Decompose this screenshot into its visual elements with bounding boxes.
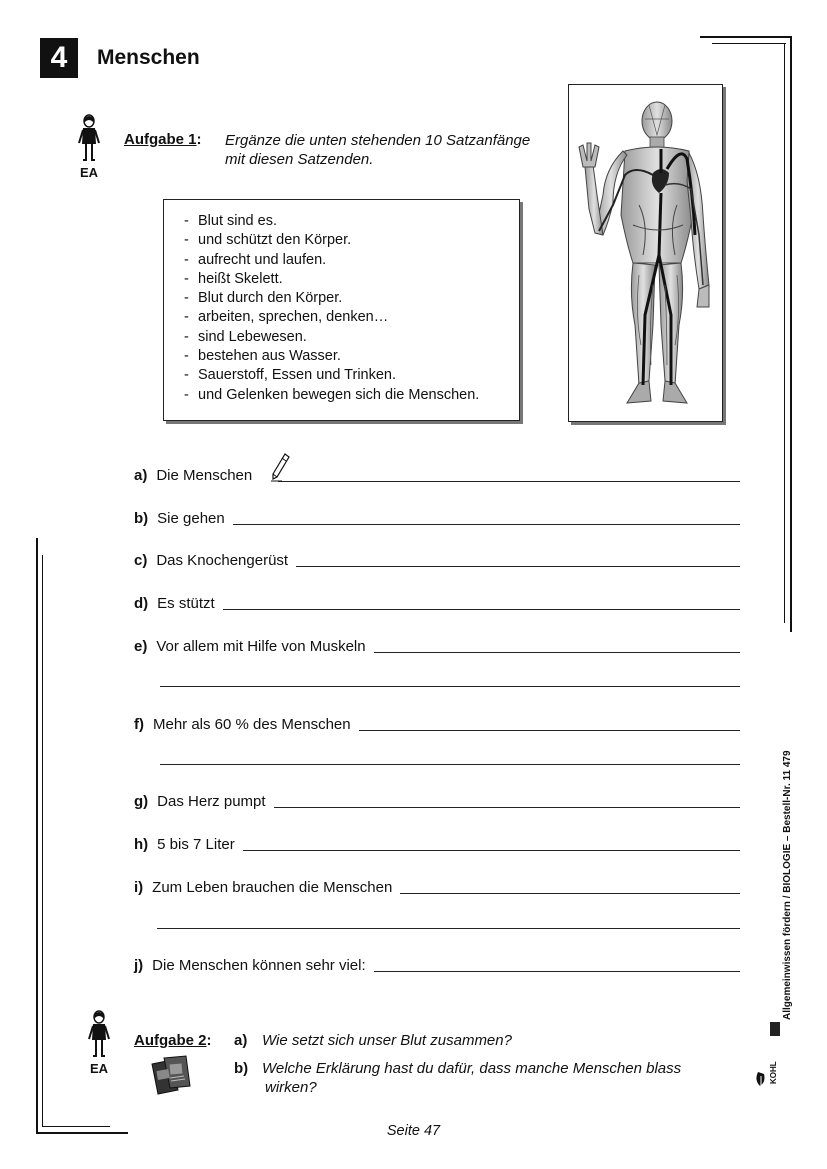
- question-row: [134, 788, 740, 810]
- sentence-ending-item: [184, 308, 519, 327]
- question-row: [134, 711, 740, 733]
- list-dash: -: [184, 232, 189, 249]
- question-letter: f): [134, 716, 144, 733]
- question-sentence-start: Die Menschen können sehr viel:: [152, 957, 366, 974]
- sentence-ending-text: sind Lebewesen.: [198, 328, 307, 345]
- question-letter: b): [134, 510, 149, 527]
- sentence-ending-item: [184, 328, 519, 347]
- sentence-ending-text: arbeiten, sprechen, denken…: [198, 309, 389, 326]
- task2-colon: :: [206, 1032, 212, 1049]
- task2-a-letter: a): [234, 1032, 248, 1049]
- sentence-ending-item: [184, 366, 519, 385]
- question-letter: d): [134, 595, 149, 612]
- question-sentence-start: Das Herz pumpt: [157, 793, 266, 810]
- answer-line[interactable]: [374, 970, 740, 972]
- frame-left-vertical-inner: [42, 555, 43, 1127]
- sentence-ending-text: und schützt den Körper.: [198, 232, 352, 249]
- books-icon: [148, 1054, 194, 1096]
- list-dash: -: [184, 309, 189, 326]
- question-sentence-start: Zum Leben brauchen die Menschen: [152, 879, 393, 896]
- sentence-ending-text: aufrecht und laufen.: [198, 251, 327, 268]
- question-letter: j): [134, 957, 144, 974]
- frame-left-vertical: [36, 538, 38, 1134]
- question-sentence-start: Das Knochengerüst: [156, 552, 289, 569]
- sentence-ending-text: und Gelenken bewegen sich die Menschen.: [198, 386, 480, 403]
- task1-instruction: [225, 131, 530, 169]
- publisher-name: KOHL: [769, 1061, 778, 1084]
- sentence-ending-text: bestehen aus Wasser.: [198, 348, 341, 365]
- pencil-icon: [270, 452, 290, 482]
- list-dash: -: [184, 386, 189, 403]
- task2-b-text-line1: Welche Erklärung hast du dafür, dass manche Menschen blass: [262, 1060, 682, 1077]
- sentence-endings-box: [163, 199, 520, 421]
- sentence-ending-text: Blut durch den Körper.: [198, 290, 343, 307]
- answer-line[interactable]: [233, 523, 740, 525]
- question-sentence-start: Vor allem mit Hilfe von Muskeln: [156, 638, 366, 655]
- question-letter: i): [134, 879, 144, 896]
- sentence-ending-item: [184, 231, 519, 250]
- task2-a-text: Wie setzt sich unser Blut zusammen?: [262, 1032, 512, 1049]
- question-row: [134, 462, 740, 484]
- list-dash: -: [184, 290, 189, 307]
- answer-line[interactable]: [374, 651, 740, 653]
- question-letter: g): [134, 793, 149, 810]
- task1-heading: [124, 131, 202, 149]
- list-dash: -: [184, 251, 189, 268]
- answer-line[interactable]: [296, 565, 740, 567]
- list-dash: -: [184, 328, 189, 345]
- question-letter: e): [134, 638, 148, 655]
- question-row: [134, 952, 740, 974]
- task2-label: Aufgabe 2: [134, 1032, 207, 1049]
- sentence-ending-text: heißt Skelett.: [198, 270, 283, 287]
- person-icon: [76, 114, 102, 166]
- question-sentence-start: Die Menschen: [156, 467, 253, 484]
- sentence-ending-text: Blut sind es.: [198, 213, 277, 229]
- list-dash: -: [184, 270, 189, 287]
- sentence-endings-list: [164, 200, 519, 405]
- question-sentence-start: Sie gehen: [157, 510, 225, 527]
- sentence-ending-item: [184, 212, 519, 231]
- answer-line[interactable]: [274, 806, 740, 808]
- list-dash: -: [184, 213, 189, 229]
- sentence-ending-item: [184, 270, 519, 289]
- answer-line[interactable]: [243, 849, 740, 851]
- chapter-number-box: [40, 38, 78, 78]
- page-title: Menschen: [97, 46, 200, 69]
- answer-line-f-2[interactable]: [160, 764, 740, 765]
- ea-label-task2: EA: [89, 1061, 109, 1076]
- sentence-ending-item: [184, 386, 519, 405]
- list-dash: -: [184, 367, 189, 384]
- answer-line-i-2[interactable]: [157, 928, 740, 929]
- human-circulatory-system-image: [568, 84, 723, 422]
- question-letter: h): [134, 836, 149, 853]
- task2-b-letter: b): [234, 1060, 249, 1077]
- ea-label-task1: EA: [79, 165, 99, 180]
- question-sentence-start: 5 bis 7 Liter: [157, 836, 235, 853]
- list-dash: -: [184, 348, 189, 365]
- task1-instruction-line1: Ergänze die unten stehenden 10 Satzanfänge: [225, 132, 531, 149]
- chapter-number: 4: [50, 41, 68, 74]
- task1-instruction-line2: mit diesen Satzenden.: [225, 151, 374, 168]
- question-row: [134, 874, 740, 896]
- question-sentence-start: Es stützt: [157, 595, 215, 612]
- task1-label: Aufgabe 1: [124, 131, 197, 148]
- question-letter: c): [134, 552, 148, 569]
- question-row: [134, 547, 740, 569]
- task2-b-text-line2: wirken?: [265, 1079, 317, 1096]
- frame-top-right-horizontal: [700, 36, 792, 38]
- task1-colon: :: [196, 131, 202, 148]
- question-letter: a): [134, 467, 148, 484]
- question-row: [134, 590, 740, 612]
- task2-heading: [134, 1032, 212, 1050]
- answer-line[interactable]: [359, 729, 740, 731]
- page-number: Seite 47: [386, 1123, 441, 1139]
- frame-right-vertical-inner: [784, 43, 785, 623]
- answer-line[interactable]: [278, 480, 740, 482]
- frame-right-vertical: [790, 36, 792, 632]
- question-row: [134, 831, 740, 853]
- sentence-ending-item: [184, 251, 519, 270]
- sentence-ending-text: Sauerstoff, Essen und Trinken.: [198, 367, 397, 384]
- task2-question-b: [234, 1059, 681, 1097]
- publisher-logo: [752, 1020, 782, 1090]
- answer-line[interactable]: [400, 892, 740, 894]
- task2-question-a: [234, 1032, 512, 1049]
- person-icon: [86, 1010, 112, 1062]
- question-row: [134, 633, 740, 655]
- question-sentence-start: Mehr als 60 % des Menschen: [153, 716, 351, 733]
- sidebar-publication-text: Allgemeinwissen fördern / BIOLOGIE – Bestell-Nr. 11 479: [782, 750, 793, 1020]
- answer-line-e-2[interactable]: [160, 686, 740, 687]
- sentence-ending-item: [184, 347, 519, 366]
- sidebar-publication-info: [777, 730, 799, 1020]
- question-row: [134, 505, 740, 527]
- sentence-ending-item: [184, 289, 519, 308]
- frame-top-right-horizontal-inner: [712, 43, 786, 44]
- answer-line[interactable]: [223, 608, 740, 610]
